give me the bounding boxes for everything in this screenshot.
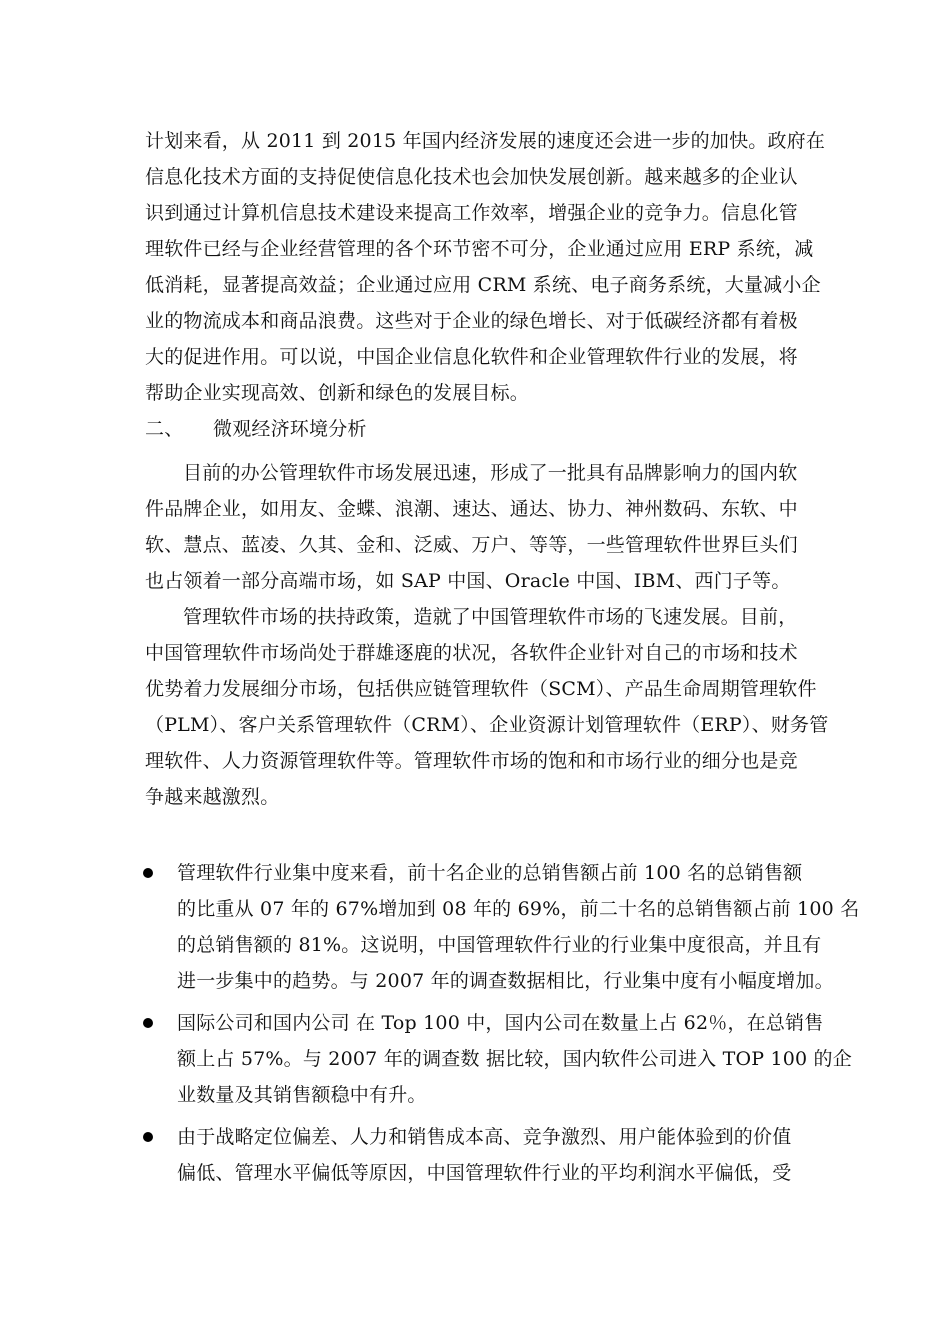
text-line: 额上占 57%。与 2007 年的调查数 据比较，国内软件公司进入 TOP 100 的企 <box>177 1048 852 1070</box>
text-line: 国际公司和国内公司 在 Top 100 中，国内公司在数量上占 62％，在总销售 <box>177 1012 824 1034</box>
text-line: 争越来越激烈。 <box>145 786 280 808</box>
text-line: 大的促进作用。可以说，中国企业信息化软件和企业管理软件行业的发展，将 <box>145 346 798 368</box>
text-line: 业的物流成本和商品浪费。这些对于企业的绿色增长、对于低碳经济都有着极 <box>145 310 798 332</box>
bullet-icon <box>143 1132 153 1142</box>
text-line: 偏低、管理水平偏低等原因，中国管理软件行业的平均利润水平偏低，受 <box>177 1162 792 1184</box>
text-line: 管理软件市场的扶持政策，造就了中国管理软件市场的飞速发展。目前， <box>183 606 798 628</box>
text-line: 低消耗，显著提高效益；企业通过应用 CRM 系统、电子商务系统，大量减小企 <box>145 274 821 296</box>
bullet-icon <box>143 868 153 878</box>
text-line: 由于战略定位偏差、人力和销售成本高、竞争激烈、用户能体验到的价值 <box>177 1126 792 1148</box>
text-line: 帮助企业实现高效、创新和绿色的发展目标。 <box>145 382 530 404</box>
text-line: 软、慧点、蓝凌、久其、金和、泛威、万户、等等，一些管理软件世界巨头们 <box>145 534 798 556</box>
text-line: 理软件、人力资源管理软件等。管理软件市场的饱和和市场行业的细分也是竞 <box>145 750 798 772</box>
text-line: 的总销售额的 81%。这说明，中国管理软件行业的行业集中度很高，并且有 <box>177 934 822 956</box>
text-line: 理软件已经与企业经营管理的各个环节密不可分，企业通过应用 ERP 系统，减 <box>145 238 814 260</box>
text-line: 进一步集中的趋势。与 2007 年的调查数据相比，行业集中度有小幅度增加。 <box>177 970 834 992</box>
text-line: 优势着力发展细分市场，包括供应链管理软件（SCM）、产品生命周期管理软件 <box>145 678 817 700</box>
text-line: 目前的办公管理软件市场发展迅速，形成了一批具有品牌影响力的国内软 <box>183 462 798 484</box>
text-line: 计划来看，从 2011 到 2015 年国内经济发展的速度还会进一步的加快。政府在 <box>145 130 826 152</box>
text-line: 中国管理软件市场尚处于群雄逐鹿的状况，各软件企业针对自己的市场和技术 <box>145 642 798 664</box>
section-title: 微观经济环境分析 <box>213 418 367 440</box>
text-line: 也占领着一部分高端市场，如 SAP 中国、Oracle 中国、IBM、西门子等。 <box>145 570 791 592</box>
text-line: 业数量及其销售额稳中有升。 <box>177 1084 427 1106</box>
section-number: 二、 <box>145 418 184 440</box>
text-line: 件品牌企业，如用友、金蝶、浪潮、速达、通达、协力、神州数码、东软、中 <box>145 498 798 520</box>
bullet-icon <box>143 1018 153 1028</box>
text-line: 信息化技术方面的支持促使信息化技术也会加快发展创新。越来越多的企业认 <box>145 166 798 188</box>
text-line: 识到通过计算机信息技术建设来提高工作效率，增强企业的竞争力。信息化管 <box>145 202 798 224</box>
text-line: 的比重从 07 年的 67%增加到 08 年的 69%，前二十名的总销售额占前 100 名 <box>177 898 860 920</box>
text-line: 管理软件行业集中度来看，前十名企业的总销售额占前 100 名的总销售额 <box>177 862 803 884</box>
text-line: （PLM）、客户关系管理软件（CRM）、企业资源计划管理软件（ERP）、财务管 <box>145 714 829 736</box>
